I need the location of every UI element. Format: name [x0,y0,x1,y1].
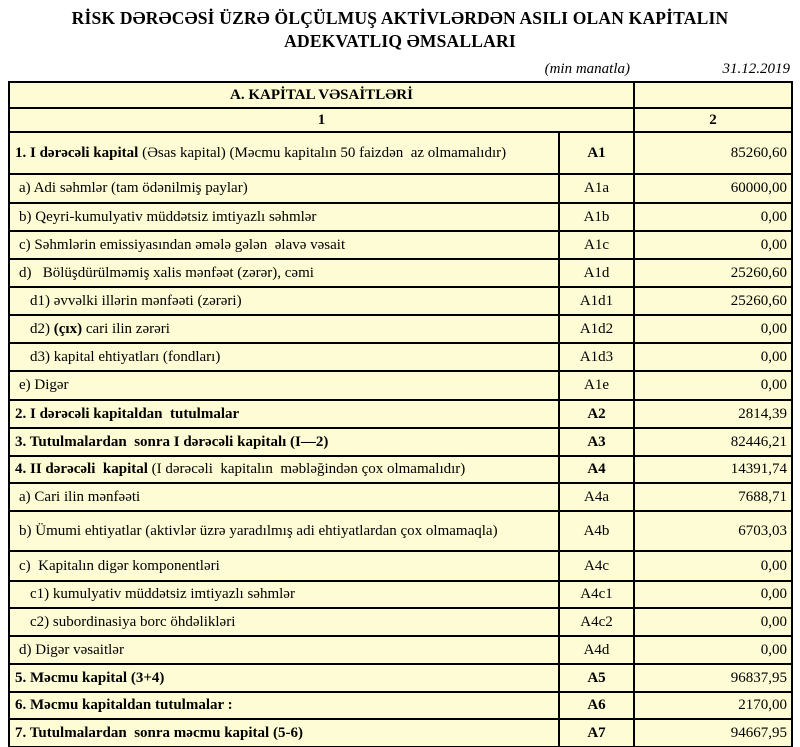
report-page [0,7,800,747]
row-code: A7 [559,719,634,747]
table-row [9,428,792,456]
row-label [9,608,559,636]
row-label [9,483,559,511]
row-label [9,287,559,315]
label-bold-text: 4. II dərəcəli kapital [15,461,148,477]
row-code: A2 [559,400,634,428]
label-text: b) Qeyri-kumulyativ müddətsiz imtiyazlı səhmlər [19,208,317,225]
row-label [9,371,559,400]
row-value: 6703,03 [634,511,792,551]
row-value: 0,00 [634,551,792,581]
label-text: d) Bölüşdürülməmiş xalis mənfəət (zərər), cəmi [19,264,314,281]
label-text: cari ilin zərəri [82,320,170,337]
row-label [9,581,559,608]
row-code: A1d [559,259,634,287]
label-bold-text: (çıx) [53,320,83,337]
row-value: 85260,60 [634,132,792,174]
table-row [9,315,792,343]
table-row [9,511,792,551]
row-code: A1d1 [559,287,634,315]
label-bold-text: 2. I dərəcəli kapitaldan tutulmalar [15,405,240,422]
row-value: 25260,60 [634,287,792,315]
label-text: d) Digər vəsaitlər [19,641,124,658]
row-code: A4c1 [559,581,634,608]
table-row [9,343,792,371]
table-row [9,636,792,664]
row-label [9,315,559,343]
table-row [9,719,792,747]
table-row [9,692,792,719]
table-row [9,203,792,231]
row-label [9,692,559,719]
row-code: A3 [559,428,634,456]
section-header-empty-cell [634,82,792,108]
row-value: 0,00 [634,581,792,608]
row-value: 0,00 [634,343,792,371]
label-text: c) Kapitalın digər komponentləri [19,557,220,574]
row-code: A1 [559,132,634,174]
column-number-right: 2 [634,108,792,132]
row-value: 0,00 [634,608,792,636]
row-label [9,664,559,692]
row-code: A4a [559,483,634,511]
label-bold-text: 3. Tutulmalardan sonra I dərəcəli kapitalı (I—2) [15,433,329,450]
row-label [9,174,559,203]
section-header-cell: A. KAPİTAL VƏSAİTLƏRİ [9,82,634,108]
row-label [9,132,559,174]
table-row [9,664,792,692]
label-text: a) Adi səhmlər (tam ödənilmiş paylar) [19,180,248,196]
label-text: d3) kapital ehtiyatları (fondları) [30,348,221,365]
row-code: A4c [559,551,634,581]
table-row [9,581,792,608]
table-row [9,456,792,483]
row-value: 82446,21 [634,428,792,456]
table-row [9,174,792,203]
row-value: 0,00 [634,231,792,259]
row-code: A1a [559,174,634,203]
row-value: 96837,95 [634,664,792,692]
row-value: 94667,95 [634,719,792,747]
label-bold-text: 1. I dərəcəli kapital [15,144,139,161]
row-label [9,428,559,456]
label-bold-text: 7. Tutulmalardan sonra məcmu kapital (5-6) [15,724,303,741]
row-code: A1c [559,231,634,259]
page-title-line2: ADEKVATLIQ ƏMSALLARI [284,31,516,51]
label-text: a) Cari ilin mənfəəti [19,488,141,505]
column-number-row [9,108,792,132]
row-value: 0,00 [634,371,792,400]
table-row [9,483,792,511]
row-label [9,231,559,259]
row-value: 25260,60 [634,259,792,287]
row-code: A1d3 [559,343,634,371]
row-label [9,343,559,371]
row-label [9,203,559,231]
table-row [9,400,792,428]
capital-adequacy-table [8,81,793,747]
table-row [9,371,792,400]
label-text: (Əsas kapital) (Məcmu kapitalın 50 faizdən az olmamalıdır) [138,144,507,161]
label-text: c) Səhmlərin emissiyasından əmələ gələn əlavə vəsait [19,236,346,253]
table-row [9,259,792,287]
report-date: 31.12.2019 [722,61,790,77]
unit-note: (min manatla) [544,61,630,77]
label-text: d1) əvvəlki illərin mənfəəti (zərəri) [30,292,242,309]
row-value: 0,00 [634,315,792,343]
row-label [9,511,559,551]
row-label [9,400,559,428]
table-row [9,608,792,636]
table-row [9,132,792,174]
row-value: 0,00 [634,203,792,231]
row-code: A5 [559,664,634,692]
row-value: 0,00 [634,636,792,664]
table-row [9,231,792,259]
row-value: 2170,00 [634,692,792,719]
page-title-line1: RİSK DƏRƏCƏSİ ÜZRƏ ÖLÇÜLMUŞ AKTİVLƏRDƏN ASILI OLAN KAPİTALIN [71,8,729,28]
label-bold-text: 6. Məcmu kapitaldan tutulmalar : [15,697,233,713]
row-label [9,636,559,664]
table-row [9,551,792,581]
row-value: 2814,39 [634,400,792,428]
row-label [9,551,559,581]
row-label [9,719,559,747]
label-bold-text: 5. Məcmu kapital (3+4) [15,669,165,686]
row-label [9,259,559,287]
row-value: 7688,71 [634,483,792,511]
row-label [9,456,559,483]
row-code: A1b [559,203,634,231]
row-code: A4b [559,511,634,551]
label-text: d2) [30,320,54,337]
row-code: A4d [559,636,634,664]
column-number-left: 1 [9,108,634,132]
table-row [9,287,792,315]
section-header-row [9,82,792,108]
row-code: A6 [559,692,634,719]
meta-row [8,61,791,78]
page-title [30,7,770,53]
row-code: A4 [559,456,634,483]
row-code: A1d2 [559,315,634,343]
row-code: A1e [559,371,634,400]
label-text: c2) subordinasiya borc öhdəlikləri [30,613,236,630]
label-text: b) Ümumi ehtiyatlar (aktivlər üzrə yaradılmış adi ehtiyatlardan çox olmamaqla) [19,522,498,539]
label-text: (I dərəcəli kapitalın məbləğindən çox olmamalıdır) [147,461,466,477]
row-value: 60000,00 [634,174,792,203]
row-value: 14391,74 [634,456,792,483]
row-code: A4c2 [559,608,634,636]
label-text: c1) kumulyativ müddətsiz imtiyazlı səhmlər [30,586,295,602]
label-text: e) Digər [19,377,69,393]
